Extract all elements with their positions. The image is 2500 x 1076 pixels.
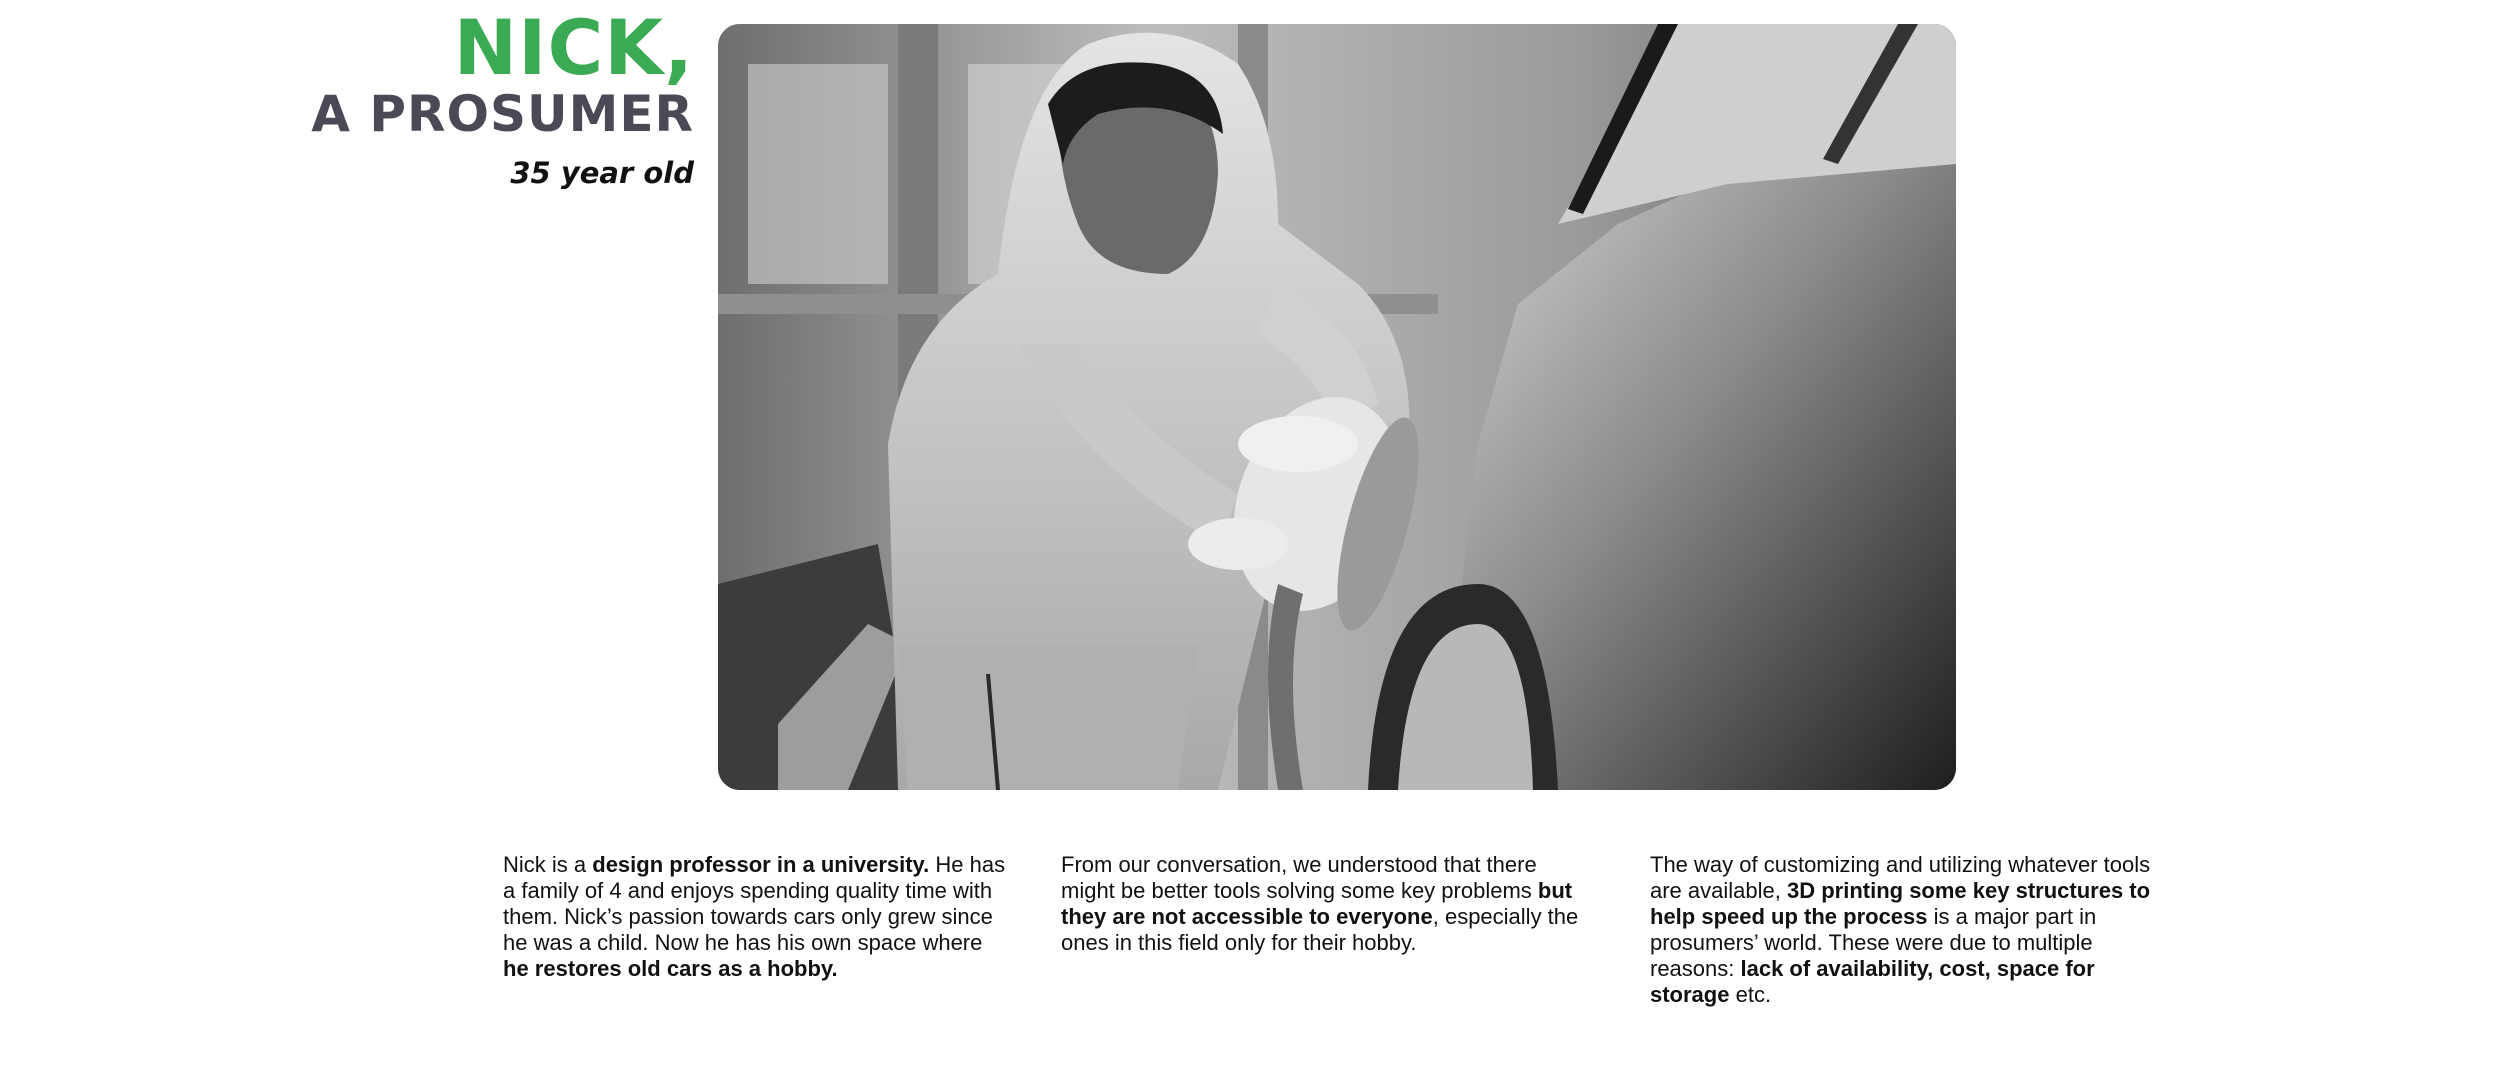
- persona-name: NICK,: [453, 3, 694, 92]
- persona-role: A PROSUMER: [311, 85, 694, 143]
- column-1-text: He has a family of 4 and enjoys spending quality time with them. Nick’s passion towards cars only grew since he was a child. Now he has his own space where: [503, 852, 1006, 955]
- column-1-text: Nick is a: [503, 852, 593, 877]
- column-3-highlight: lack of availability, cost, space for storage: [1650, 956, 2095, 1007]
- column-2-highlight: but they are not accessible to everyone: [1061, 878, 1573, 929]
- column-3-text: is a major part in prosumers’ world. These were due to multiple reasons:: [1650, 904, 2097, 981]
- column-3-highlight: 3D printing some key structures to help speed up the process: [1650, 878, 2151, 929]
- column-3-text: etc.: [1729, 982, 1772, 1007]
- photo-illustration: [718, 24, 1956, 790]
- persona-photo: [718, 24, 1956, 790]
- description-column-2: [1061, 852, 1591, 956]
- description-column-3: [1650, 852, 2170, 1008]
- column-3-text: The way of customizing and utilizing whatever tools are available,: [1650, 852, 2151, 903]
- column-2-text: , especially the ones in this field only for their hobby.: [1061, 904, 1579, 955]
- column-2-text: From our conversation, we understood that there might be better tools solving some key problems: [1061, 852, 1538, 903]
- persona-age: 35 year old: [510, 156, 694, 190]
- persona-header: [200, 3, 694, 190]
- description-column-1: [503, 852, 1013, 982]
- column-1-highlight: design professor in a university.: [592, 852, 930, 877]
- column-1-highlight: he restores old cars as a hobby.: [503, 956, 838, 981]
